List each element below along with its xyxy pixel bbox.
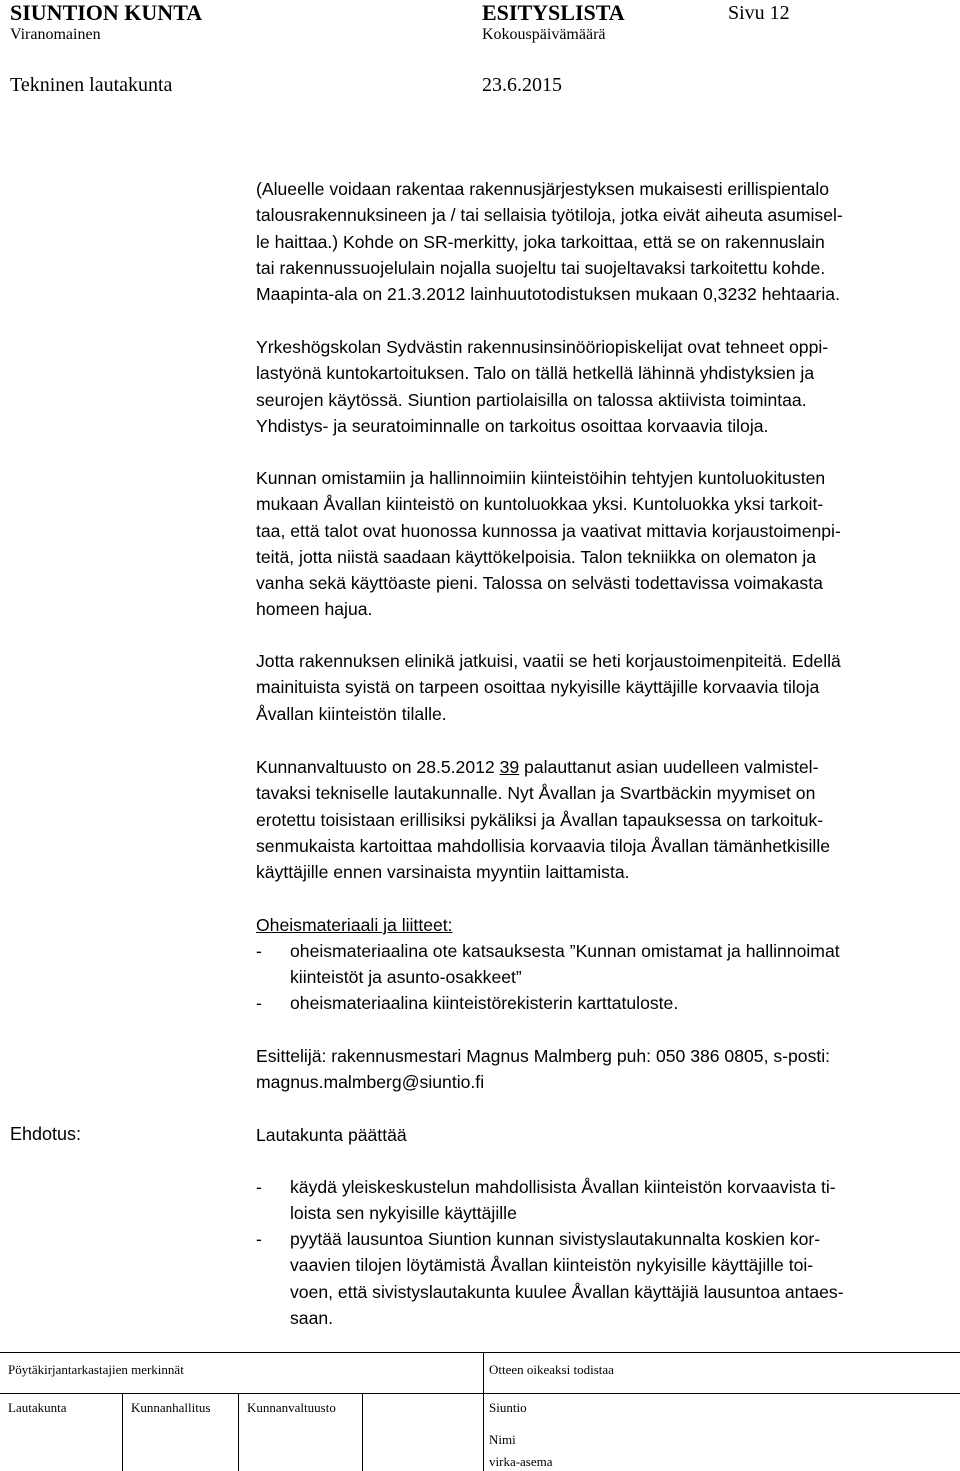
paragraph-condition-class [256,465,946,623]
text-line: käydä yleiskeskustelun mahdollisista Åvallan kiinteistön korvaavista ti- [290,1177,836,1197]
text-line: voen, että sivistyslautakunta kuulee Åvallan käyttäjiä lausuntoa antaes- [290,1281,844,1302]
text-line: seurojen käytössä. Siuntion partiolaisilla on talossa aktiivista toimintaa. [256,389,807,410]
section-reference: 39 [499,757,520,777]
presenter-info [256,1043,946,1096]
document-type: ESITYSLISTA [482,0,625,25]
list-dash: - [256,1229,262,1249]
list-item [256,938,946,991]
list-dash: - [256,1177,262,1197]
board-name: Tekninen lautakunta [10,74,173,96]
text-line: Yrkeshögskolan Sydvästin rakennusinsinööriopiskelijat ovat tehneet oppi- [256,337,829,357]
footer-col-council: Kunnanvaltuusto [247,1400,336,1415]
proposal-label: Ehdotus: [10,1124,82,1144]
footer-column-divider [238,1393,239,1471]
text-line [256,754,946,780]
text-line: lastyönä kuntokartoituksen. Talo on tällä hetkellä lähinnä yhdistyksien ja [256,363,815,384]
meeting-date-label: Kokouspäivämäärä [482,26,606,43]
list-item [256,1174,946,1227]
text-line: mukaan Åvallan kiinteistö on kuntoluokkaa yksi. Kuntoluokka yksi tarkoit- [256,494,824,515]
email-text: magnus.malmberg@siuntio.fi [256,1072,485,1093]
text-line: pyytää lausuntoa Siuntion kunnan sivistyslautakunnalta koskien kor- [290,1229,821,1249]
text-line: oheismateriaalina ote katsauksesta ”Kunnan omistamat ja hallinnoimat [290,941,840,961]
text-line: (Alueelle voidaan rakentaa rakennusjärjestyksen mukaisesti erillispientalo [256,179,830,199]
meeting-date: 23.6.2015 [482,74,562,96]
footer-name-label: Nimi [489,1432,516,1447]
text-segment: palauttanut asian uudelleen valmistel- [519,757,819,777]
text-line: le haittaa.) Kohde on SR-merkitty, joka tarkoittaa, että se on rakennuslain [256,231,825,252]
list-dash: - [256,941,262,961]
text-line: tavaksi tekniselle lautakunnalle. Nyt Åvallan ja Svartbäckin myymiset on [256,783,816,804]
text-segment: Kunnanvaltuusto on 28.5.2012 [256,757,500,777]
text-line: mainituista syistä on tarpeen osoittaa nykyisille käyttäjille korvaavia tiloja [256,677,820,698]
text-line: homeen hajua. [256,599,373,620]
text-line: teitä, jotta niistä saadaan käyttökelpoisia. Talon tekniikka on olematon ja [256,546,817,567]
certified-copy-label: Otteen oikeaksi todistaa [489,1362,614,1377]
text-line: saan. [290,1307,334,1328]
paragraph-zoning [256,176,946,307]
text-line: senmukaista kartoittaa mahdollisia korvaavia tiloja Åvallan tämänhetkisille [256,835,831,856]
text-line: loista sen nykyisille käyttäjille [290,1203,517,1224]
list-item [256,1226,946,1331]
text-line: Esittelijä: rakennusmestari Magnus Malmberg puh: 050 386 0805, s-posti: [256,1046,831,1066]
text-line: vanha sekä käyttöaste pieni. Talossa on selvästi todettavissa voimakasta [256,573,823,594]
minutes-checkers-label: Pöytäkirjantarkastajien merkinnät [8,1362,184,1377]
text-line: käyttäjille ennen varsinaista myyntiin laittamista. [256,862,630,883]
text-line: Maapinta-ala on 21.3.2012 lainhuutotodistuksen mukaan 0,3232 hehtaaria. [256,284,840,305]
text-line: oheismateriaalina kiinteistörekisterin karttatuloste. [290,993,679,1013]
text-line: talousrakennuksineen ja / tai sellaisia työtiloja, jotka eivät aiheuta asumisel- [256,205,843,226]
text-line: Åvallan kiinteistön tilalle. [256,703,447,724]
paragraph-condition-survey [256,334,946,439]
list-dash: - [256,993,262,1013]
attachments-heading: Oheismateriaali ja liitteet: [256,915,453,935]
authority-label: Viranomainen [10,26,101,43]
footer-divider [0,1393,960,1394]
footer-place: Siuntio [489,1400,527,1415]
list-item [256,990,946,1016]
text-line: vaavien tilojen löytämistä Åvallan kiinteistön nykyisille käyttäjille toi- [290,1255,814,1276]
text-line: erotettu toisistaan erillisiksi pykäliksi ja Åvallan tapauksessa on tarkoituk- [256,809,824,830]
municipality-name: SIUNTION KUNTA [10,0,203,25]
page-number: Sivu 12 [728,2,790,24]
paragraph-renovation [256,648,946,727]
footer-column-divider [122,1393,123,1471]
footer-column-divider [362,1393,363,1471]
text-line: Kunnan omistamiin ja hallinnoimiin kiinteistöihin tehtyjen kuntoluokitusten [256,468,826,488]
text-line: Jotta rakennuksen elinikä jatkuisi, vaatii se heti korjaustoimenpiteitä. Edellä [256,651,841,671]
text-line: Yhdistys- ja seuratoiminnalle on tarkoitus osoittaa korvaavia tiloja. [256,415,769,436]
proposal-heading: Lautakunta päättää [256,1125,407,1145]
footer-column-divider [483,1352,484,1471]
footer-col-executive: Kunnanhallitus [131,1400,211,1415]
text-line: kiinteistöt ja asunto-osakkeet” [290,967,522,988]
text-line: tai rakennussuojelulain nojalla suojeltu tai suojeltavaksi tarkoitettu kohde. [256,257,826,278]
paragraph-council-decision [256,754,946,885]
footer-divider [0,1352,960,1353]
footer-title-label: virka-asema [489,1454,553,1469]
footer-col-board: Lautakunta [8,1400,67,1415]
text-line: taa, että talot ovat huonossa kunnossa ja vaativat mittavia korjaustoimenpi- [256,520,841,541]
